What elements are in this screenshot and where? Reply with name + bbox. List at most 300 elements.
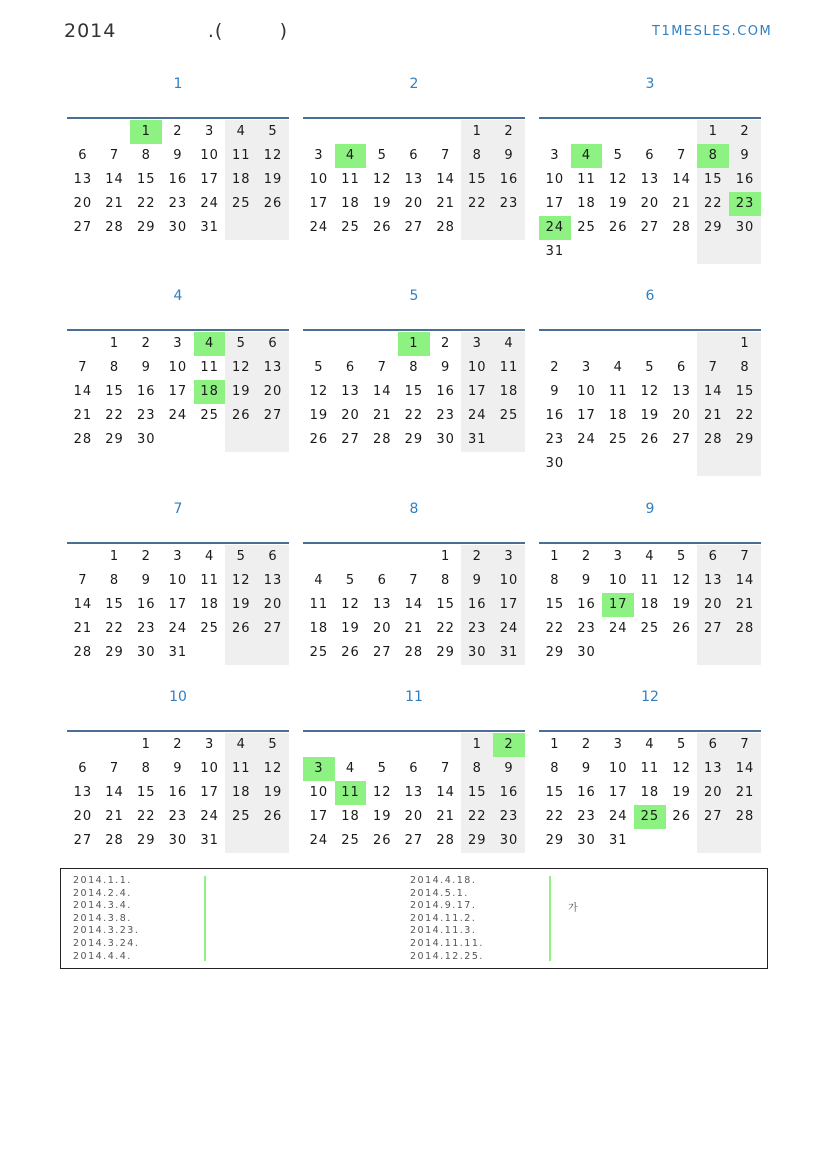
month-rule [303, 542, 525, 544]
blank-cell [666, 641, 698, 665]
blank-cell [430, 120, 462, 144]
day-cell: 8 [109, 573, 120, 588]
day-cell: 22 [136, 809, 156, 824]
day-cell: 26 [309, 432, 329, 447]
holiday-marker-bar [549, 876, 551, 961]
day-cell: 23 [577, 621, 596, 636]
day-cell: 20 [341, 408, 360, 423]
day-cell: 30 [168, 220, 188, 235]
blank-cell [602, 452, 634, 476]
day-cell: 26 [672, 809, 691, 824]
day-cell: 14 [729, 569, 761, 593]
day-cell: 26 [225, 617, 257, 641]
day-cell: 2 [550, 360, 560, 375]
day-cell: 24 [200, 196, 219, 211]
day-cell: 10 [545, 172, 565, 187]
day-cell: 23 [136, 408, 156, 423]
day-cell: 8 [550, 761, 560, 776]
day-cell: 2 [581, 737, 592, 752]
day-cell: 29 [545, 833, 565, 848]
holiday-day-cell: 8 [697, 144, 729, 168]
day-cell: 2 [141, 336, 151, 351]
day-cell: 25 [341, 220, 360, 235]
day-cell: 17 [200, 172, 219, 187]
day-cell: 8 [461, 757, 493, 781]
site-logo[interactable]: T1MESLES.COM [652, 24, 773, 39]
day-cell: 8 [550, 573, 560, 588]
month-rule [539, 542, 761, 544]
blank-cell [697, 240, 729, 264]
month-rule [539, 117, 761, 119]
day-cell: 15 [404, 384, 424, 399]
day-cell: 21 [697, 404, 729, 428]
day-cell: 30 [545, 456, 565, 471]
month-rule [303, 329, 525, 331]
day-cell: 21 [672, 196, 691, 211]
day-cell: 12 [372, 172, 392, 187]
day-grid [539, 545, 761, 665]
blank-cell [366, 545, 398, 569]
day-cell: 25 [200, 408, 219, 423]
blank-cell [67, 545, 99, 569]
day-cell: 10 [309, 785, 329, 800]
day-cell: 18 [577, 196, 596, 211]
day-cell: 6 [697, 733, 729, 757]
day-cell: 3 [493, 545, 525, 569]
blank-cell [162, 428, 194, 452]
blank-cell [335, 120, 367, 144]
day-grid [67, 545, 289, 665]
day-cell: 19 [257, 168, 289, 192]
day-cell: 6 [409, 761, 419, 776]
blank-cell [257, 216, 289, 240]
blank-cell [398, 733, 430, 757]
day-cell: 24 [309, 220, 329, 235]
holiday-date: 2014.1.1. [73, 875, 132, 886]
month-title: 6 [645, 288, 655, 304]
day-cell: 3 [581, 360, 592, 375]
month-rule [67, 542, 289, 544]
day-cell: 17 [200, 785, 219, 800]
day-cell: 11 [200, 360, 219, 375]
day-cell: 20 [697, 781, 729, 805]
month-title: 1 [173, 76, 183, 92]
day-grid [67, 332, 289, 452]
day-cell: 12 [372, 785, 392, 800]
day-cell: 14 [672, 172, 691, 187]
day-cell: 4 [645, 737, 655, 752]
day-cell: 2 [173, 737, 183, 752]
day-cell: 29 [545, 645, 565, 660]
day-grid [303, 332, 525, 452]
day-cell: 19 [372, 196, 392, 211]
holiday-date: 2014.4.18. [410, 875, 477, 886]
day-cell: 16 [461, 593, 493, 617]
day-cell: 4 [493, 332, 525, 356]
holiday-date: 2014.2.4. [73, 887, 132, 899]
month-7 [67, 499, 289, 660]
day-grid [303, 733, 525, 853]
day-cell: 24 [200, 809, 219, 824]
day-cell: 29 [105, 645, 124, 660]
day-cell: 28 [436, 220, 455, 235]
day-cell: 8 [729, 356, 761, 380]
day-cell: 3 [461, 332, 493, 356]
month-title: 9 [645, 501, 655, 517]
day-cell: 27 [257, 617, 289, 641]
day-cell: 31 [461, 428, 493, 452]
day-cell: 30 [577, 645, 596, 660]
day-cell: 10 [493, 569, 525, 593]
holiday-date: 2014.9.17. [410, 900, 477, 912]
month-title: 10 [169, 689, 187, 705]
blank-cell [225, 641, 257, 665]
day-cell: 6 [676, 360, 687, 375]
day-cell: 6 [78, 148, 88, 163]
day-cell: 31 [545, 244, 565, 259]
holiday-date: 2014.5.1. [410, 887, 469, 899]
day-cell: 5 [676, 549, 687, 564]
holiday-dates-right [410, 875, 484, 963]
day-grid [539, 733, 761, 853]
day-cell: 27 [640, 220, 660, 235]
day-cell: 14 [436, 785, 455, 800]
day-cell: 24 [608, 809, 628, 824]
day-cell: 26 [257, 192, 289, 216]
day-cell: 26 [608, 220, 628, 235]
blank-cell [634, 120, 666, 144]
day-cell: 3 [173, 336, 183, 351]
day-cell: 30 [729, 216, 761, 240]
day-cell: 28 [105, 220, 124, 235]
blank-cell [194, 641, 226, 665]
holiday-note: 가 [568, 903, 578, 914]
day-cell: 21 [73, 408, 93, 423]
day-cell: 31 [608, 833, 628, 848]
day-cell: 19 [672, 597, 691, 612]
day-cell: 17 [309, 196, 329, 211]
day-cell: 30 [493, 829, 525, 853]
day-cell: 6 [257, 332, 289, 356]
day-cell: 8 [440, 573, 451, 588]
day-cell: 1 [461, 733, 493, 757]
day-cell: 20 [404, 809, 424, 824]
day-cell: 3 [613, 549, 623, 564]
day-cell: 16 [493, 781, 525, 805]
day-cell: 11 [341, 172, 360, 187]
blank-cell [539, 120, 571, 144]
blank-cell [493, 216, 525, 240]
day-cell: 29 [136, 220, 156, 235]
day-cell: 26 [225, 404, 257, 428]
day-cell: 16 [136, 384, 156, 399]
holiday-day-cell: 1 [398, 332, 430, 356]
day-cell: 23 [461, 617, 493, 641]
day-cell: 26 [372, 220, 392, 235]
day-cell: 17 [493, 593, 525, 617]
day-cell: 16 [577, 785, 596, 800]
day-cell: 1 [141, 737, 151, 752]
day-cell: 5 [645, 360, 655, 375]
holiday-date: 2014.3.8. [73, 912, 132, 924]
day-cell: 4 [645, 549, 655, 564]
blank-cell [602, 240, 634, 264]
day-cell: 15 [461, 168, 493, 192]
day-cell: 15 [105, 384, 124, 399]
day-cell: 13 [341, 384, 360, 399]
day-cell: 17 [545, 196, 565, 211]
day-cell: 23 [136, 621, 156, 636]
day-cell: 2 [141, 549, 151, 564]
day-cell: 26 [257, 805, 289, 829]
day-cell: 16 [545, 408, 565, 423]
month-10 [67, 687, 289, 848]
day-cell: 4 [225, 120, 257, 144]
day-cell: 5 [314, 360, 324, 375]
day-cell: 23 [168, 196, 188, 211]
blank-cell [67, 733, 99, 757]
blank-cell [729, 641, 761, 665]
day-cell: 25 [309, 645, 329, 660]
day-cell: 9 [141, 360, 151, 375]
day-cell: 18 [341, 809, 360, 824]
blank-cell [335, 733, 367, 757]
holiday-day-cell: 23 [729, 192, 761, 216]
holiday-day-cell: 1 [130, 120, 162, 144]
day-cell: 22 [545, 809, 565, 824]
day-cell: 14 [73, 384, 93, 399]
blank-cell [99, 120, 131, 144]
day-cell: 22 [545, 621, 565, 636]
blank-cell [666, 120, 698, 144]
day-cell: 29 [404, 432, 424, 447]
day-cell: 27 [697, 617, 729, 641]
holiday-day-cell: 2 [493, 733, 525, 757]
day-cell: 27 [672, 432, 691, 447]
day-cell: 31 [200, 833, 219, 848]
holiday-day-cell: 18 [194, 380, 226, 404]
day-cell: 1 [109, 549, 120, 564]
month-rule [67, 117, 289, 119]
month-title: 5 [409, 288, 419, 304]
day-cell: 1 [109, 336, 120, 351]
day-cell: 6 [345, 360, 356, 375]
blank-cell [67, 332, 99, 356]
month-3 [539, 74, 761, 259]
day-cell: 20 [672, 408, 691, 423]
day-cell: 24 [461, 404, 493, 428]
blank-cell [697, 452, 729, 476]
holiday-marker-bar [204, 876, 206, 961]
day-cell: 18 [493, 380, 525, 404]
day-cell: 3 [173, 549, 183, 564]
blank-cell [602, 332, 634, 356]
day-cell: 20 [372, 621, 392, 636]
day-cell: 8 [109, 360, 120, 375]
day-cell: 1 [697, 120, 729, 144]
holiday-day-cell: 11 [335, 781, 367, 805]
month-12 [539, 687, 761, 848]
day-cell: 9 [173, 761, 183, 776]
day-cell: 24 [493, 617, 525, 641]
day-cell: 4 [204, 549, 215, 564]
day-cell: 16 [577, 597, 596, 612]
month-rule [539, 730, 761, 732]
day-cell: 5 [257, 120, 289, 144]
holiday-day-cell: 24 [539, 216, 571, 240]
day-cell: 19 [640, 408, 660, 423]
day-cell: 9 [493, 144, 525, 168]
day-cell: 11 [640, 573, 660, 588]
month-9 [539, 499, 761, 660]
day-cell: 7 [729, 545, 761, 569]
blank-cell [697, 641, 729, 665]
day-cell: 2 [461, 545, 493, 569]
day-cell: 17 [168, 384, 188, 399]
blank-cell [366, 120, 398, 144]
day-cell: 18 [225, 781, 257, 805]
day-cell: 31 [168, 645, 188, 660]
day-cell: 12 [225, 356, 257, 380]
day-cell: 6 [645, 148, 655, 163]
day-cell: 8 [409, 360, 419, 375]
day-cell: 20 [640, 196, 660, 211]
day-cell: 26 [341, 645, 360, 660]
day-cell: 3 [314, 148, 324, 163]
day-cell: 11 [608, 384, 628, 399]
blank-cell [697, 332, 729, 356]
day-cell: 12 [640, 384, 660, 399]
day-cell: 9 [141, 573, 151, 588]
day-cell: 18 [341, 196, 360, 211]
day-cell: 19 [225, 593, 257, 617]
day-cell: 15 [136, 172, 156, 187]
day-cell: 17 [577, 408, 596, 423]
blank-cell [398, 545, 430, 569]
day-cell: 27 [257, 404, 289, 428]
day-cell: 17 [309, 809, 329, 824]
day-cell: 4 [613, 360, 623, 375]
day-cell: 22 [461, 805, 493, 829]
day-cell: 27 [404, 833, 424, 848]
day-cell: 27 [73, 833, 93, 848]
day-cell: 16 [436, 384, 455, 399]
day-cell: 14 [404, 597, 424, 612]
day-cell: 24 [608, 621, 628, 636]
month-rule [539, 329, 761, 331]
day-cell: 28 [404, 645, 424, 660]
day-cell: 1 [461, 120, 493, 144]
day-cell: 7 [78, 573, 88, 588]
day-cell: 13 [73, 785, 93, 800]
day-cell: 13 [672, 384, 691, 399]
day-cell: 26 [640, 432, 660, 447]
holiday-dates-left [73, 875, 139, 963]
day-cell: 9 [550, 384, 560, 399]
day-cell: 10 [168, 360, 188, 375]
day-cell: 19 [225, 380, 257, 404]
month-2 [303, 74, 525, 235]
month-rule [67, 329, 289, 331]
day-cell: 21 [372, 408, 392, 423]
day-cell: 14 [729, 757, 761, 781]
day-cell: 2 [729, 120, 761, 144]
day-cell: 16 [168, 785, 188, 800]
day-cell: 18 [200, 597, 219, 612]
day-cell: 7 [440, 148, 451, 163]
blank-cell [697, 829, 729, 853]
day-cell: 22 [697, 192, 729, 216]
day-cell: 15 [461, 781, 493, 805]
day-grid [303, 545, 525, 665]
day-cell: 16 [729, 168, 761, 192]
day-cell: 21 [105, 196, 124, 211]
day-cell: 29 [729, 428, 761, 452]
holiday-date: 2014.3.4. [73, 900, 132, 912]
blank-cell [398, 120, 430, 144]
day-cell: 27 [372, 645, 392, 660]
day-cell: 28 [105, 833, 124, 848]
day-cell: 22 [729, 404, 761, 428]
day-cell: 31 [493, 641, 525, 665]
day-cell: 20 [257, 593, 289, 617]
day-cell: 7 [409, 573, 419, 588]
month-5 [303, 286, 525, 447]
day-cell: 30 [168, 833, 188, 848]
day-cell: 11 [309, 597, 329, 612]
day-cell: 16 [493, 168, 525, 192]
day-cell: 30 [577, 833, 596, 848]
day-cell: 30 [136, 645, 156, 660]
day-cell: 10 [309, 172, 329, 187]
day-cell: 11 [225, 144, 257, 168]
day-cell: 7 [676, 148, 687, 163]
holiday-list [60, 868, 768, 969]
blank-cell [99, 733, 131, 757]
day-cell: 30 [461, 641, 493, 665]
day-cell: 8 [141, 761, 151, 776]
day-cell: 5 [377, 761, 387, 776]
day-cell: 25 [608, 432, 628, 447]
blank-cell [634, 332, 666, 356]
holiday-date: 2014.11.2. [410, 912, 477, 924]
day-cell: 7 [697, 356, 729, 380]
day-cell: 13 [404, 172, 424, 187]
day-cell: 8 [461, 144, 493, 168]
day-cell: 7 [440, 761, 451, 776]
day-cell: 11 [493, 356, 525, 380]
day-cell: 30 [436, 432, 455, 447]
month-title: 4 [173, 288, 183, 304]
day-cell: 1 [550, 549, 560, 564]
day-cell: 5 [257, 733, 289, 757]
blank-cell [571, 332, 603, 356]
day-cell: 19 [608, 196, 628, 211]
day-cell: 3 [613, 737, 623, 752]
day-cell: 4 [314, 573, 324, 588]
day-grid [67, 120, 289, 240]
day-cell: 25 [341, 833, 360, 848]
day-cell: 5 [345, 573, 356, 588]
day-cell: 28 [73, 432, 93, 447]
day-cell: 4 [345, 761, 356, 776]
day-cell: 10 [168, 573, 188, 588]
day-cell: 5 [225, 545, 257, 569]
day-cell: 20 [73, 196, 93, 211]
blank-cell [666, 240, 698, 264]
day-cell: 29 [136, 833, 156, 848]
day-cell: 19 [672, 785, 691, 800]
